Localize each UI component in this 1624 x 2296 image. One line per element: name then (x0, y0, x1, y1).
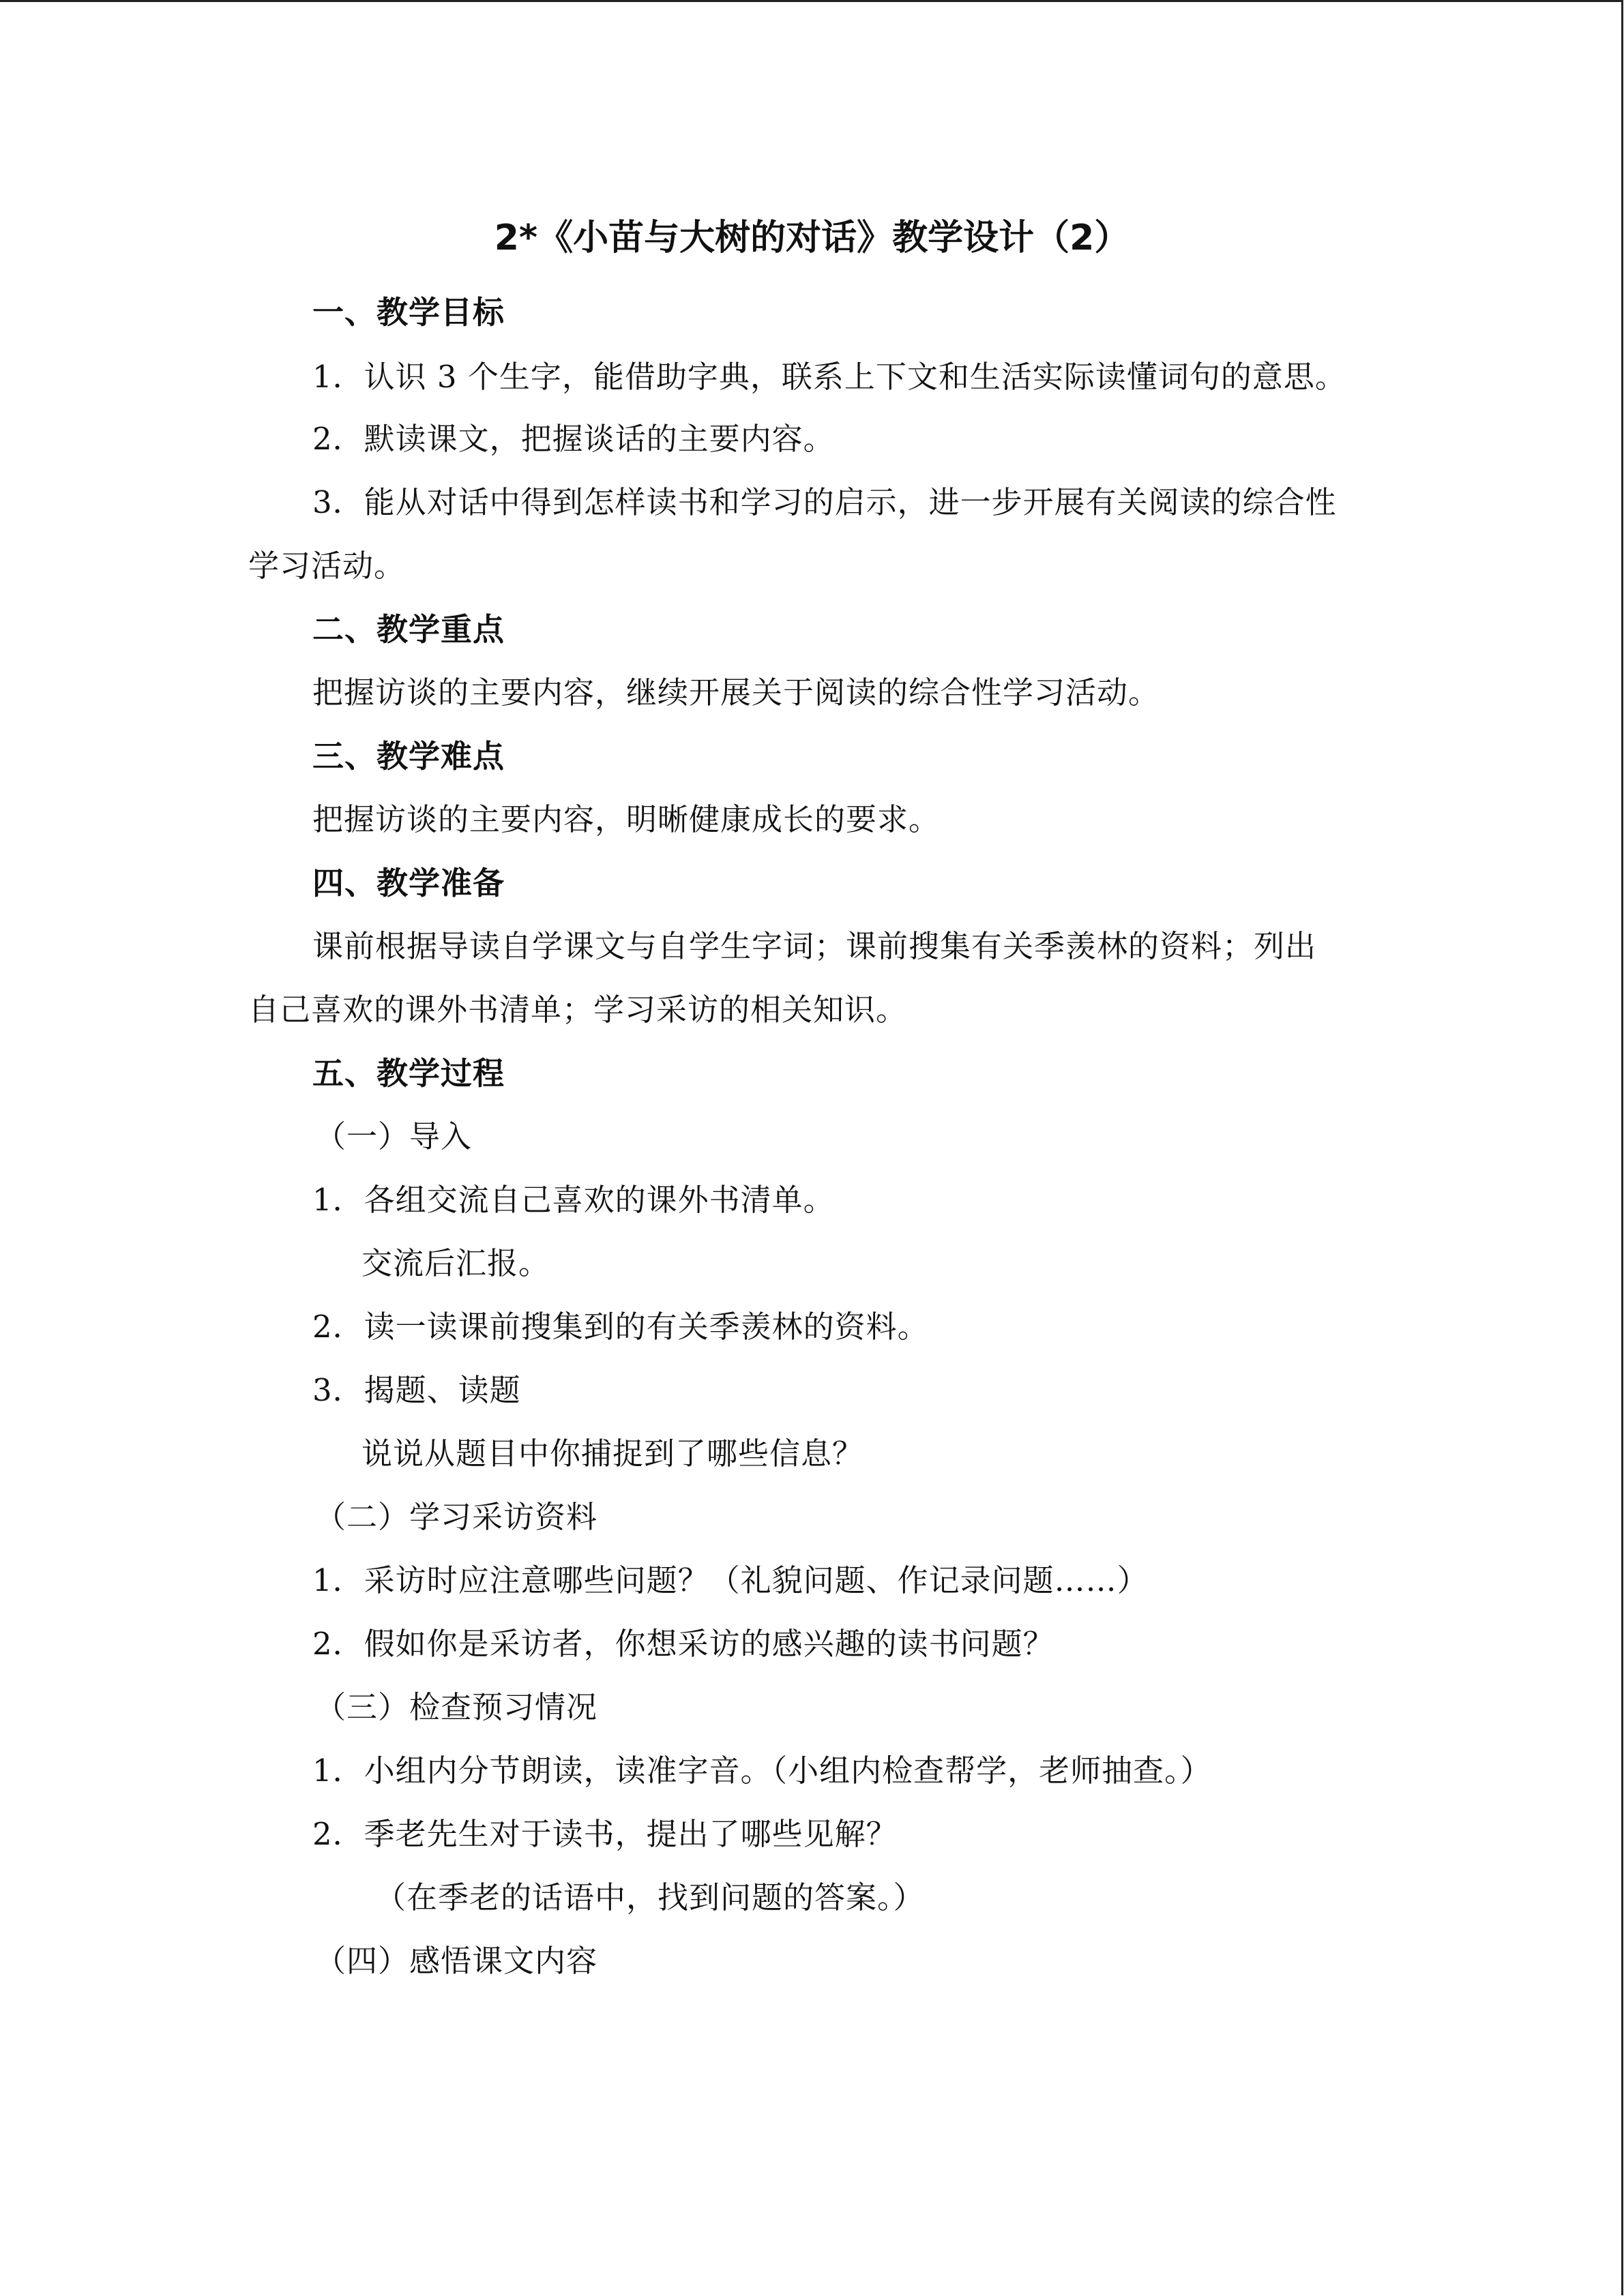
interview-step-1: 1．采访时应注意哪些问题？（礼貌问题、作记录问题……） (312, 1562, 1149, 1598)
intro-step-2: 2．读一读课前搜集到的有关季羡林的资料。 (312, 1309, 929, 1345)
preview-step-1: 1．小组内分节朗读，读准字音。（小组内检查帮学，老师抽查。） (312, 1753, 1212, 1789)
section-interview: （二）学习采访资料 (315, 1499, 598, 1535)
intro-step-1-note: 交流后汇报。 (361, 1245, 550, 1281)
goal-3: 3．能从对话中得到怎样读书和学习的启示，进一步开展有关阅读的综合性 (312, 484, 1337, 520)
heading-process: 五、教学过程 (312, 1055, 505, 1092)
preview-step-2-note: （在季老的话语中，找到问题的答案。） (375, 1879, 925, 1915)
interview-step-2: 2．假如你是采访者，你想采访的感兴趣的读书问题？ (312, 1626, 1054, 1662)
goal-1: 1．认识 3 个生字，能借助字典，联系上下文和生活实际读懂词句的意思。 (312, 359, 1346, 395)
difficulties-text: 把握访谈的主要内容，明晰健康成长的要求。 (312, 801, 941, 837)
goal-2: 2．默读课文，把握谈话的主要内容。 (312, 421, 835, 457)
section-preview-check: （三）检查预习情况 (315, 1689, 598, 1725)
heading-key-points: 二、教学重点 (312, 611, 505, 648)
heading-teaching-goals: 一、教学目标 (312, 294, 505, 331)
preparation-text-continued: 自己喜欢的课外书清单；学习采访的相关知识。 (248, 992, 908, 1028)
key-points-text: 把握访谈的主要内容，继续开展关于阅读的综合性学习活动。 (312, 674, 1160, 711)
intro-step-3-note: 说说从题目中你捕捉到了哪些信息？ (361, 1435, 864, 1472)
goal-3-continued: 学习活动。 (248, 548, 406, 584)
heading-preparation: 四、教学准备 (312, 865, 505, 901)
preview-step-2: 2．季老先生对于读书，提出了哪些见解？ (312, 1816, 898, 1852)
intro-step-3: 3．揭题、读题 (312, 1372, 521, 1408)
preparation-text: 课前根据导读自学课文与自学生字词；课前搜集有关季羡林的资料；列出 (312, 928, 1317, 964)
heading-difficulties: 三、教学难点 (312, 738, 505, 775)
section-intro: （一）导入 (315, 1118, 473, 1154)
section-comprehension: （四）感悟课文内容 (315, 1943, 598, 1979)
intro-step-1: 1．各组交流自己喜欢的课外书清单。 (312, 1182, 835, 1218)
document-title: 2*《小苗与大树的对话》教学设计（2） (494, 218, 1130, 258)
